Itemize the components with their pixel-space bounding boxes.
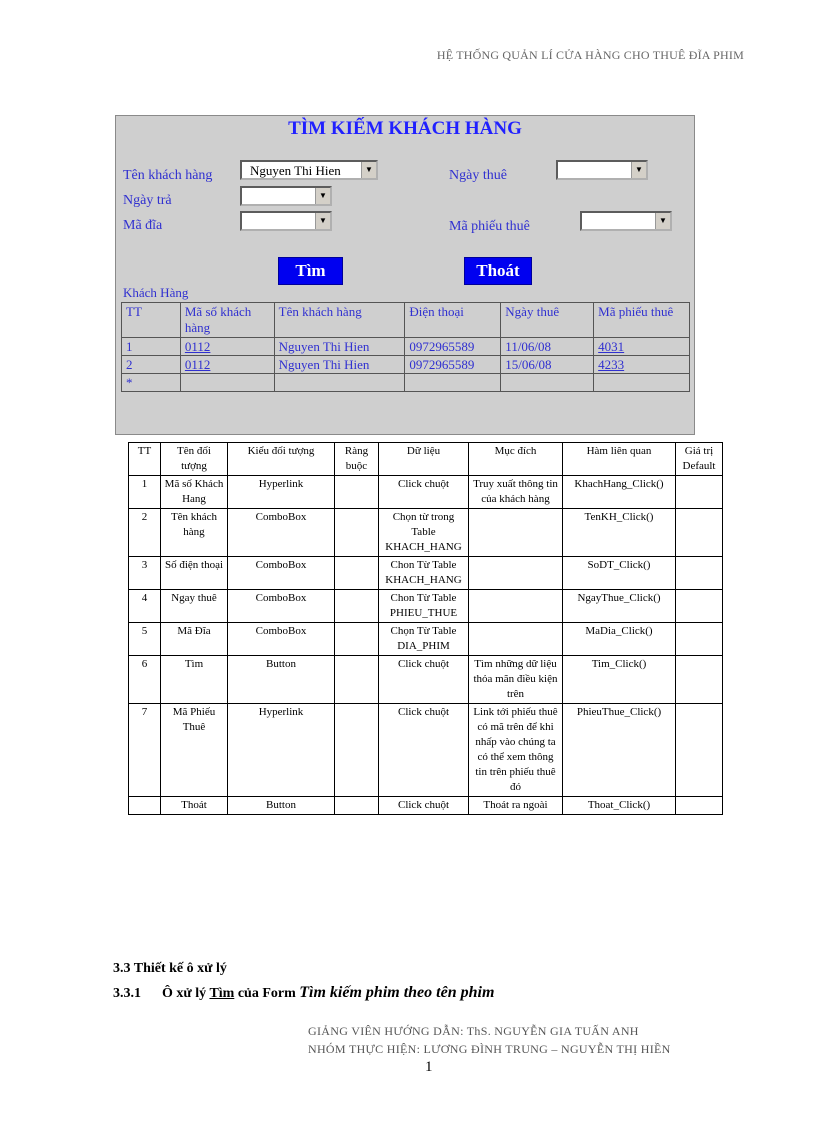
spec-cell: Mã số Khách Hang <box>161 476 228 509</box>
spec-cell: Link tới phiếu thuê có mã trên để khi nhấp vào chúng ta có thể xem thông tin trên phiếu thuê đó <box>469 704 563 797</box>
subsection-heading <box>113 984 494 1002</box>
spec-cell: Hyperlink <box>228 704 335 797</box>
rental-slip-combo[interactable] <box>580 211 672 231</box>
spec-cell <box>676 797 723 815</box>
spec-cell <box>469 623 563 656</box>
spec-cell: Button <box>228 797 335 815</box>
spec-cell: Hyperlink <box>228 476 335 509</box>
spec-row <box>129 623 723 656</box>
spec-row <box>129 557 723 590</box>
spec-cell <box>676 590 723 623</box>
grid-cell <box>180 374 274 392</box>
spec-cell <box>676 476 723 509</box>
grid-header: TT <box>122 303 181 338</box>
subsection-title: Tìm kiếm phim theo tên phim <box>299 984 495 1001</box>
spec-cell: 6 <box>129 656 161 704</box>
grid-cell: * <box>122 374 181 392</box>
chevron-down-icon[interactable]: ▼ <box>655 213 670 229</box>
label-rent-date: Ngày thuê <box>449 168 507 183</box>
spec-cell: 4 <box>129 590 161 623</box>
spec-cell: KhachHang_Click() <box>563 476 676 509</box>
rent-date-combo[interactable] <box>556 160 648 180</box>
spec-cell: Chọn Từ Table DIA_PHIM <box>379 623 469 656</box>
spec-cell: Thoát <box>161 797 228 815</box>
grid-row <box>122 338 690 356</box>
customer-name-value: Nguyen Thi Hien <box>250 163 341 178</box>
spec-cell: Tìm những dữ liệu thỏa mãn điều kiện trên <box>469 656 563 704</box>
label-customer-name: Tên khách hàng <box>123 168 213 183</box>
footer-advisor: GIẢNG VIÊN HƯỚNG DẪN: ThS. NGUYỄN GIA TUẤN ANH <box>308 1024 639 1038</box>
spec-cell: ComboBox <box>228 509 335 557</box>
subsection-prefix: Ô xử lý <box>162 986 207 1001</box>
spec-cell: 7 <box>129 704 161 797</box>
running-header: HỆ THỐNG QUẢN LÍ CỬA HÀNG CHO THUÊ ĐĨA PHIM <box>436 48 744 62</box>
spec-cell: Truy xuất thông tin của khách hàng <box>469 476 563 509</box>
spec-row <box>129 509 723 557</box>
spec-cell: Click chuột <box>379 476 469 509</box>
spec-cell: 5 <box>129 623 161 656</box>
spec-cell: Mã Đĩa <box>161 623 228 656</box>
grid-cell <box>405 374 501 392</box>
spec-cell <box>469 590 563 623</box>
spec-header: Giá trị Default <box>676 443 723 476</box>
spec-cell: SoDT_Click() <box>563 557 676 590</box>
grid-cell <box>594 374 690 392</box>
spec-header: Mục đích <box>469 443 563 476</box>
spec-header-row <box>129 443 723 476</box>
chevron-down-icon[interactable]: ▼ <box>315 213 330 229</box>
spec-cell: Số điện thoại <box>161 557 228 590</box>
spec-cell <box>469 557 563 590</box>
search-customer-form <box>115 115 695 435</box>
spec-cell: PhieuThue_Click() <box>563 704 676 797</box>
spec-cell: Chọn từ trong Table KHACH_HANG <box>379 509 469 557</box>
spec-cell <box>676 704 723 797</box>
grid-new-row[interactable] <box>122 374 690 392</box>
spec-cell: Chon Từ Table PHIEU_THUE <box>379 590 469 623</box>
object-spec-table <box>128 442 723 815</box>
spec-cell <box>335 476 379 509</box>
spec-header: Tên đối tượng <box>161 443 228 476</box>
spec-cell: Tìm <box>161 656 228 704</box>
spec-cell: TenKH_Click() <box>563 509 676 557</box>
spec-cell: Mã Phiếu Thuê <box>161 704 228 797</box>
grid-cell: 15/06/08 <box>501 356 594 374</box>
spec-cell: NgayThue_Click() <box>563 590 676 623</box>
spec-cell <box>335 797 379 815</box>
customer-grid <box>121 302 690 392</box>
spec-cell: Button <box>228 656 335 704</box>
spec-cell: Chon Từ Table KHACH_HANG <box>379 557 469 590</box>
spec-cell: 1 <box>129 476 161 509</box>
grid-cell: 11/06/08 <box>501 338 594 356</box>
spec-cell <box>469 509 563 557</box>
spec-cell: Click chuột <box>379 656 469 704</box>
label-disc-code: Mã đĩa <box>123 218 163 233</box>
spec-cell <box>335 509 379 557</box>
grid-header: Ngày thuê <box>501 303 594 338</box>
spec-cell <box>335 656 379 704</box>
spec-cell: 3 <box>129 557 161 590</box>
grid-header: Mã phiếu thuê <box>594 303 690 338</box>
spec-cell <box>676 557 723 590</box>
spec-row <box>129 476 723 509</box>
spec-row <box>129 797 723 815</box>
spec-cell <box>676 623 723 656</box>
grid-cell: 2 <box>122 356 181 374</box>
disc-code-combo[interactable] <box>240 211 332 231</box>
spec-cell: ComboBox <box>228 557 335 590</box>
spec-row <box>129 656 723 704</box>
spec-header: TT <box>129 443 161 476</box>
spec-row <box>129 704 723 797</box>
grid-cell: Nguyen Thi Hien <box>274 356 405 374</box>
chevron-down-icon[interactable]: ▼ <box>631 162 646 178</box>
spec-cell <box>335 590 379 623</box>
grid-cell <box>501 374 594 392</box>
form-title: TÌM KIẾM KHÁCH HÀNG <box>288 118 522 139</box>
spec-header: Kiểu đối tượng <box>228 443 335 476</box>
spec-cell: Tim_Click() <box>563 656 676 704</box>
spec-row <box>129 590 723 623</box>
return-date-combo[interactable] <box>240 186 332 206</box>
subsection-number: 3.3.1 <box>113 986 141 1001</box>
spec-cell <box>129 797 161 815</box>
spec-cell: 2 <box>129 509 161 557</box>
subsection-link: Tìm <box>209 986 235 1001</box>
spec-cell: Thoát ra ngoài <box>469 797 563 815</box>
spec-cell: Click chuột <box>379 797 469 815</box>
customer-name-combo[interactable] <box>240 160 378 180</box>
spec-cell: MaDia_Click() <box>563 623 676 656</box>
spec-cell: ComboBox <box>228 623 335 656</box>
grid-cell <box>274 374 405 392</box>
customer-id-link[interactable]: 0112 <box>180 338 274 356</box>
rental-slip-link[interactable]: 4031 <box>594 338 690 356</box>
spec-cell: Click chuột <box>379 704 469 797</box>
rental-slip-link[interactable]: 4233 <box>594 356 690 374</box>
grid-header: Điện thoại <box>405 303 501 338</box>
footer-team: NHÓM THỰC HIỆN: LƯƠNG ĐÌNH TRUNG – NGUYỄN THỊ HIỀN <box>308 1042 671 1056</box>
customer-id-link[interactable]: 0112 <box>180 356 274 374</box>
spec-cell <box>335 557 379 590</box>
spec-cell <box>676 656 723 704</box>
spec-cell: Thoat_Click() <box>563 797 676 815</box>
spec-header: Ràng buộc <box>335 443 379 476</box>
grid-cell: 1 <box>122 338 181 356</box>
label-return-date: Ngày trả <box>123 193 172 208</box>
grid-row <box>122 356 690 374</box>
spec-cell <box>335 623 379 656</box>
spec-header: Dữ liệu <box>379 443 469 476</box>
spec-cell <box>335 704 379 797</box>
section-heading: 3.3 Thiết kế ô xử lý <box>113 961 227 976</box>
grid-cell: Nguyen Thi Hien <box>274 338 405 356</box>
spec-cell <box>676 509 723 557</box>
spec-header: Hàm liên quan <box>563 443 676 476</box>
exit-button[interactable]: Thoát <box>464 257 532 285</box>
grid-cell: 0972965589 <box>405 356 501 374</box>
grid-header: Tên khách hàng <box>274 303 405 338</box>
label-rental-slip-code: Mã phiếu thuê <box>449 219 530 234</box>
chevron-down-icon[interactable]: ▼ <box>361 162 376 178</box>
grid-cell: 0972965589 <box>405 338 501 356</box>
page-number: 1 <box>425 1059 433 1075</box>
grid-label: Khách Hàng <box>123 285 189 300</box>
spec-cell: ComboBox <box>228 590 335 623</box>
chevron-down-icon[interactable]: ▼ <box>315 188 330 204</box>
grid-header: Mã số khách hàng <box>180 303 274 338</box>
search-button[interactable]: Tìm <box>278 257 343 285</box>
spec-cell: Ngay thuê <box>161 590 228 623</box>
subsection-mid: của Form <box>237 986 296 1001</box>
spec-cell: Tên khách hàng <box>161 509 228 557</box>
